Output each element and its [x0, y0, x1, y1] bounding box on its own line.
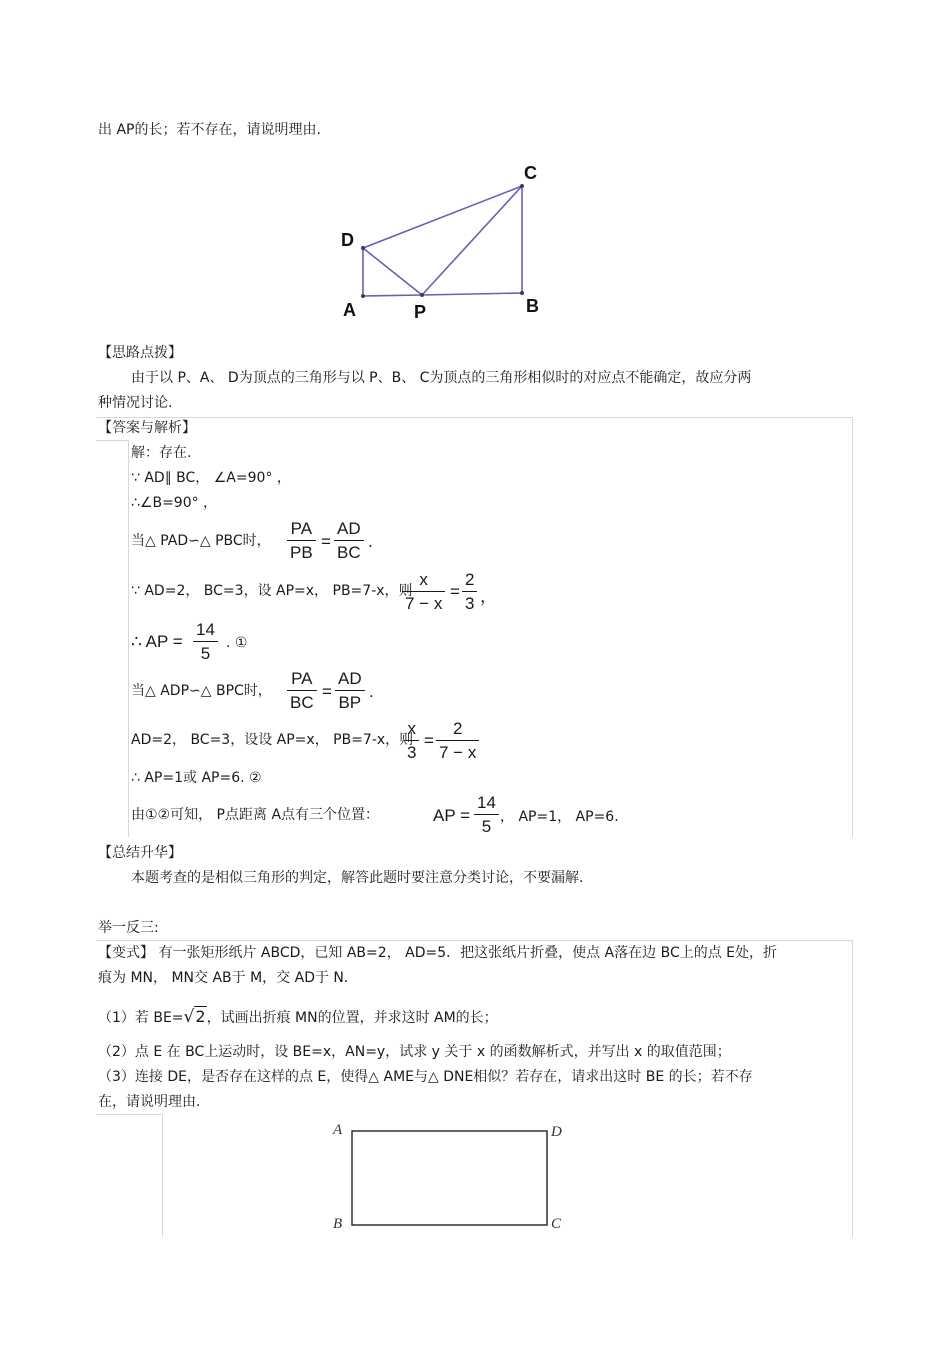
comma: ， [480, 587, 497, 606]
label-b: B [526, 296, 539, 316]
intro-line: 出 AP的长；若不存在，请说明理由. [98, 122, 321, 138]
hint-line-2: 种情况讨论. [98, 395, 173, 411]
sqrt-symbol: √ [183, 1007, 195, 1027]
equals-sign: = [424, 731, 434, 750]
answer-line-6-suffix: . ① [226, 635, 248, 651]
label-p: P [414, 302, 427, 322]
fraction-ad-bp: $\frac{AD}{BP}$ [335, 668, 365, 715]
fraction-pa-bc: $\frac{PA}{BC}$ [287, 668, 317, 715]
practice-heading: 举一反三: [98, 920, 159, 936]
answer-box-top [96, 417, 853, 418]
answer-line-10-prefix: AP = [433, 806, 471, 825]
fraction-2-7mx: $\frac{2}{7 - x}$ [436, 718, 479, 765]
label-c: C [551, 1216, 562, 1232]
fraction-x-3: $\frac{x}{3}$ [404, 718, 419, 765]
answer-line-7-text: 当△ ADP∽△ BPC时， [131, 683, 272, 699]
equals-sign: = [322, 682, 332, 701]
label-d: D [551, 1124, 562, 1140]
answer-box-inner-top [96, 440, 128, 441]
segment-ap [363, 295, 422, 296]
figure-box-left [162, 1114, 163, 1237]
variant-box-right [852, 940, 853, 1237]
question-1 [98, 1008, 498, 1027]
sqrt-radicand: 2 [195, 1007, 206, 1026]
answer-line-4-text: 当△ PAD∽△ PBC时， [131, 533, 271, 549]
figure-box-top [96, 1114, 163, 1115]
fraction-ad-bc: $\frac{AD}{BC}$ [334, 518, 364, 565]
period: . [368, 532, 373, 551]
rectangle-abcd [352, 1131, 547, 1225]
figure-triangle-diagram [330, 158, 590, 328]
segment-pc [422, 186, 522, 295]
segment-pb [422, 293, 522, 295]
variant-line-2: 痕为 MN， MN交 AB于 M，交 AD于 N． [98, 970, 358, 986]
answer-line-8-text: AD=2， BC=3，设设 AP=x， PB=7-x，则 [131, 732, 414, 748]
segment-dc [363, 186, 522, 248]
figure-rectangle-abcd [325, 1118, 575, 1238]
hint-heading: 【思路点拨】 [98, 345, 182, 361]
fraction-2-3: $\frac{2}{3}$ [462, 569, 477, 616]
answer-line-10-text: 由①②可知， P点距离 A点有三个位置： [131, 807, 380, 823]
summary-line: 本题考查的是相似三角形的判定，解答此题时要注意分类讨论，不要漏解. [131, 870, 584, 886]
answer-heading: 【答案与解析】 [98, 420, 196, 436]
question-2: （2）点 E 在 BC上运动时，设 BE=x，AN=y，试求 y 关于 x 的函数解析式，并写出 x 的取值范围； [98, 1044, 731, 1060]
period: . [369, 682, 374, 701]
hint-line-1: 由于以 P、A、 D为顶点的三角形与以 P、B、 C为顶点的三角形相似时的对应点不能确定，故应分两 [131, 370, 752, 386]
label-a: A [333, 1122, 343, 1138]
answer-line-5-text: ∵ AD=2， BC=3，设 AP=x， PB=7-x，则 [131, 583, 413, 599]
label-a: A [343, 300, 356, 320]
variant-box-top [96, 940, 853, 941]
answer-line-3: ∴∠B=90° ， [131, 495, 218, 511]
answer-line-1: 解：存在. [131, 445, 192, 461]
question-3-line-2: 在，请说明理由. [98, 1094, 201, 1110]
answer-line-10-suffix: ， AP=1， AP=6. [500, 809, 619, 825]
summary-heading: 【总结升华】 [98, 845, 182, 861]
fraction-pa-pb: $\frac{PA}{PB}$ [287, 518, 316, 565]
fraction-14-5: $\frac{14}{5}$ [193, 619, 218, 666]
question-1-suffix: ，试画出折痕 MN的位置，并求这时 AM的长； [206, 1010, 498, 1026]
label-b: B [333, 1216, 343, 1232]
fraction-x-7mx: $\frac{x}{7 - x}$ [402, 569, 445, 616]
equals-sign: = [321, 532, 331, 551]
answer-box-inner-left [128, 440, 129, 837]
answer-line-9: ∴ AP=1或 AP=6. ② [131, 770, 262, 786]
answer-line-2: ∵ AD∥ BC， ∠A=90° ， [131, 470, 291, 486]
label-d: D [341, 230, 354, 250]
question-3-line-1: （3）连接 DE，是否存在这样的点 E，使得△ AME与△ DNE相似？若存在，请求出这时 BE 的长；若不存 [98, 1069, 753, 1085]
variant-line-1: 【变式】 有一张矩形纸片 ABCD，已知 AB=2， AD=5．把这张纸片折叠，使点 A落在边 BC上的点 E处，折 [98, 945, 778, 961]
question-1-prefix: （1）若 BE= [98, 1010, 184, 1026]
answer-box-right [852, 417, 853, 837]
fraction-14-5-b: $\frac{14}{5}$ [474, 792, 499, 839]
answer-line-6-prefix: ∴ AP = [131, 632, 183, 651]
equals-sign: = [450, 582, 460, 601]
label-c: C [524, 163, 537, 183]
segment-dp [363, 248, 422, 295]
